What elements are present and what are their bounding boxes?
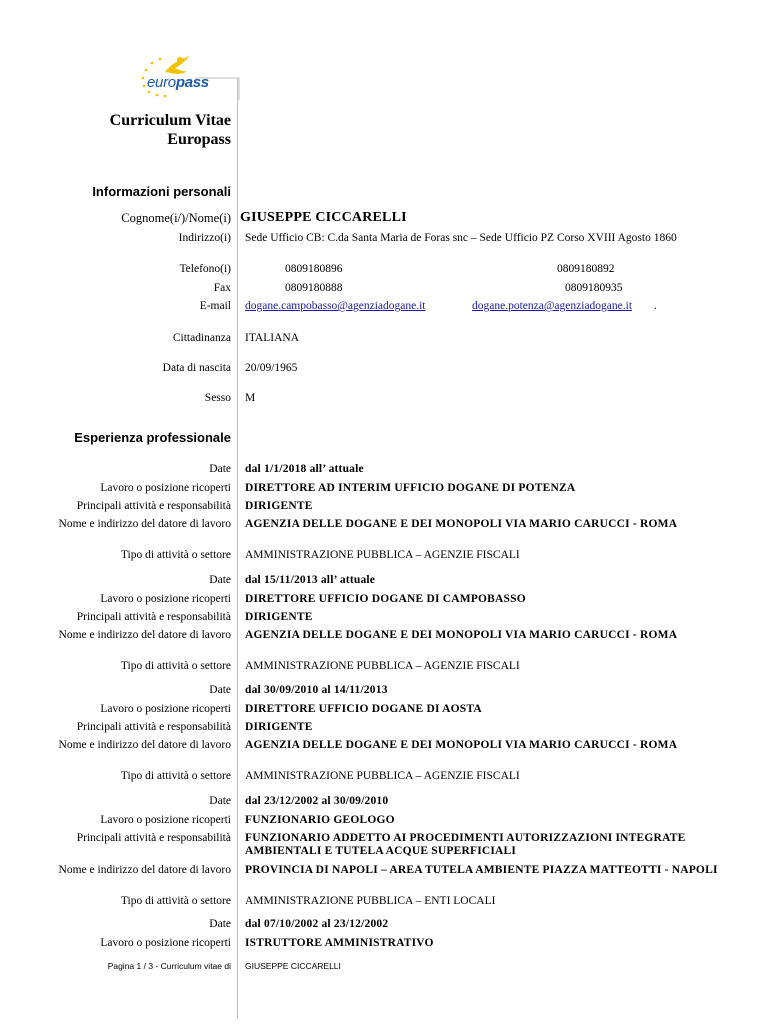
address-value: Sede Ufficio CB: C.da Santa Maria de Foras snc – Sede Ufficio PZ Corso XVIII Agosto 1860 [245, 232, 677, 244]
full-name: GIUSEPPE CICCARELLI [240, 210, 407, 225]
experience-date-label: Date [209, 795, 231, 807]
experience-date-value: dal 15/11/2013 all’ attuale [245, 574, 376, 586]
email-label: E-mail [199, 300, 231, 312]
experience-sector-value: AMMINISTRAZIONE PUBBLICA – ENTI LOCALI [245, 895, 496, 907]
experience-activities-label: Principali attività e responsabilità [76, 832, 231, 844]
experience-role-value: DIRETTORE UFFICIO DOGANE DI AOSTA [245, 703, 482, 715]
fax-1: 0809180888 [285, 282, 343, 294]
experience-date-label: Date [209, 918, 231, 930]
experience-date-label: Date [209, 463, 231, 475]
experience-role-label: Lavoro o posizione ricoperti [100, 814, 231, 826]
experience-employer-label: Nome e indirizzo del datore di lavoro [58, 864, 231, 876]
phone-2: 0809180892 [557, 263, 615, 275]
sex-label: Sesso [204, 392, 231, 404]
fax-2: 0809180935 [565, 282, 623, 294]
name-label: Cognome(i/)/Nome(i) [121, 211, 231, 225]
footer-name: GIUSEPPE CICCARELLI [245, 961, 341, 971]
email-link-campobasso[interactable]: dogane.campobasso@agenziadogane.it [245, 300, 426, 312]
experience-activities-value: DIRIGENTE [245, 500, 313, 512]
experience-role-label: Lavoro o posizione ricoperti [100, 937, 231, 949]
experience-sector-value: AMMINISTRAZIONE PUBBLICA – AGENZIE FISCALI [245, 660, 520, 672]
address-label: Indirizzo(i) [178, 232, 231, 244]
phone-1: 0809180896 [285, 263, 343, 275]
fax-label: Fax [213, 282, 231, 294]
experience-sector-label: Tipo di attività o settore [120, 549, 231, 561]
experience-date-label: Date [209, 574, 231, 586]
experience-role-value: DIRETTORE AD INTERIM UFFICIO DOGANE DI POTENZA [245, 482, 576, 494]
footer-page-info: Pagina 1 / 3 - Curriculum vitae di [107, 961, 231, 971]
experience-date-value: dal 1/1/2018 all’ attuale [245, 463, 364, 475]
birth-label: Data di nascita [162, 362, 231, 374]
experience-role-label: Lavoro o posizione ricoperti [100, 703, 231, 715]
section-heading-personal: Informazioni personali [92, 184, 231, 199]
column-divider [237, 78, 238, 1018]
experience-employer-label: Nome e indirizzo del datore di lavoro [58, 629, 231, 641]
citizenship-value: ITALIANA [245, 332, 300, 344]
birth-value: 20/09/1965 [245, 362, 298, 374]
experience-employer-value: AGENZIA DELLE DOGANE E DEI MONOPOLI VIA MARIO CARUCCI - ROMA [245, 739, 678, 751]
section-heading-experience: Esperienza professionale [74, 430, 231, 445]
experience-date-value: dal 07/10/2002 al 23/12/2002 [245, 918, 389, 930]
experience-role-value: DIRETTORE UFFICIO DOGANE DI CAMPOBASSO [245, 593, 526, 605]
cv-title: Curriculum Vitae Europass [109, 112, 231, 148]
experience-date-label: Date [209, 684, 231, 696]
experience-sector-label: Tipo di attività o settore [120, 660, 231, 672]
email-suffix: . [654, 300, 657, 312]
experience-role-value: ISTRUTTORE AMMINISTRATIVO [245, 937, 434, 949]
experience-role-value: FUNZIONARIO GEOLOGO [245, 814, 395, 826]
experience-employer-value: PROVINCIA DI NAPOLI – AREA TUTELA AMBIENTE PIAZZA MATTEOTTI - NAPOLI [245, 864, 718, 876]
experience-role-label: Lavoro o posizione ricoperti [100, 593, 231, 605]
experience-sector-label: Tipo di attività o settore [120, 895, 231, 907]
europass-logo [135, 50, 240, 100]
experience-employer-value: AGENZIA DELLE DOGANE E DEI MONOPOLI VIA MARIO CARUCCI - ROMA [245, 629, 678, 641]
sex-value: M [245, 392, 256, 404]
experience-activities-label: Principali attività e responsabilità [76, 721, 231, 733]
experience-employer-label: Nome e indirizzo del datore di lavoro [58, 518, 231, 530]
experience-sector-value: AMMINISTRAZIONE PUBBLICA – AGENZIE FISCALI [245, 549, 520, 561]
experience-sector-value: AMMINISTRAZIONE PUBBLICA – AGENZIE FISCALI [245, 770, 520, 782]
experience-activities-label: Principali attività e responsabilità [76, 611, 231, 623]
europass-wordmark: europass [147, 74, 209, 91]
experience-date-value: dal 23/12/2002 al 30/09/2010 [245, 795, 389, 807]
citizenship-label: Cittadinanza [172, 332, 231, 344]
email-link-potenza[interactable]: dogane.potenza@agenziadogane.it [472, 300, 633, 312]
experience-sector-label: Tipo di attività o settore [120, 770, 231, 782]
experience-activities-value: DIRIGENTE [245, 721, 313, 733]
experience-employer-value: AGENZIA DELLE DOGANE E DEI MONOPOLI VIA MARIO CARUCCI - ROMA [245, 518, 678, 530]
experience-date-value: dal 30/09/2010 al 14/11/2013 [245, 684, 388, 696]
experience-activities-value: FUNZIONARIO ADDETTO AI PROCEDIMENTI AUTORIZZAZIONI INTEGRATE AMBIENTALI E TUTELA ACQUE SUPERFICIALI [245, 832, 686, 857]
experience-role-label: Lavoro o posizione ricoperti [100, 482, 231, 494]
experience-activities-label: Principali attività e responsabilità [76, 500, 231, 512]
phone-label: Telefono(i) [179, 263, 231, 275]
experience-activities-value: DIRIGENTE [245, 611, 313, 623]
experience-employer-label: Nome e indirizzo del datore di lavoro [58, 739, 231, 751]
